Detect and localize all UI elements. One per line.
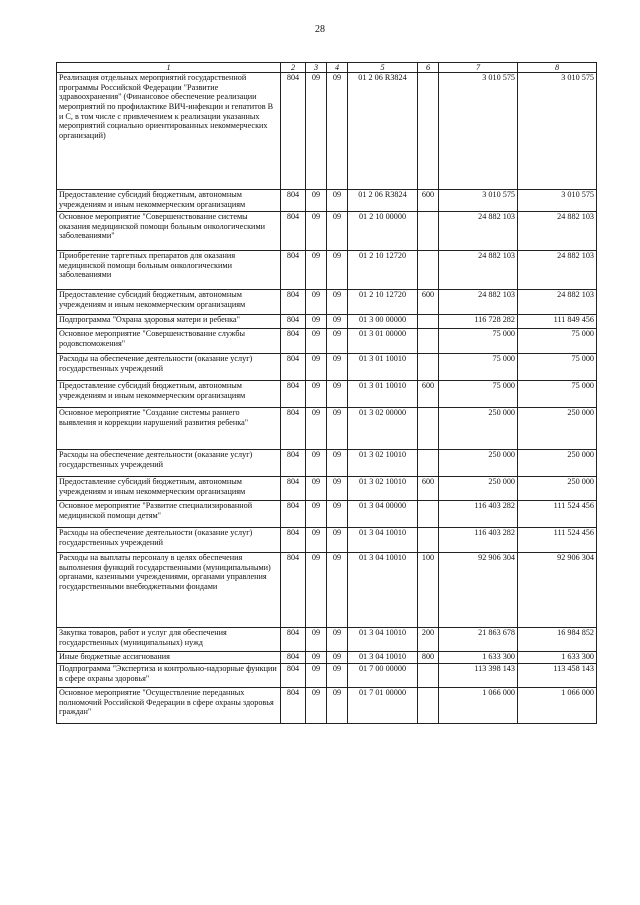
row-value-cell: 3 010 575	[439, 190, 518, 212]
row-value-cell: 09	[327, 408, 348, 450]
row-value-cell: 09	[306, 354, 327, 381]
row-value-cell: 24 882 103	[518, 290, 597, 315]
row-value-cell: 09	[327, 212, 348, 251]
row-name-cell: Расходы на обеспечение деятельности (оказание услуг) государственных учреждений	[57, 528, 281, 553]
row-value-cell: 113 398 143	[439, 664, 518, 688]
row-value-cell: 116 403 282	[439, 528, 518, 553]
row-value-cell: 24 882 103	[518, 251, 597, 290]
row-value-cell: 1 633 300	[439, 652, 518, 664]
row-value-cell: 01 3 02 10010	[348, 477, 418, 501]
row-value-cell: 09	[306, 329, 327, 354]
row-value-cell: 100	[418, 553, 439, 628]
row-value-cell: 09	[306, 290, 327, 315]
row-value-cell: 01 3 01 00000	[348, 329, 418, 354]
row-value-cell: 1 066 000	[439, 688, 518, 724]
row-value-cell: 75 000	[518, 381, 597, 408]
row-value-cell: 09	[327, 315, 348, 329]
row-value-cell: 600	[418, 290, 439, 315]
table-row	[57, 664, 597, 688]
row-value-cell: 01 2 06 R3824	[348, 190, 418, 212]
row-name-cell: Подпрограмма "Охрана здоровья матери и ребенка"	[57, 315, 281, 329]
row-value-cell: 75 000	[518, 354, 597, 381]
row-value-cell	[418, 688, 439, 724]
row-value-cell: 200	[418, 628, 439, 652]
row-value-cell: 600	[418, 190, 439, 212]
row-value-cell: 01 2 10 12720	[348, 251, 418, 290]
table-row	[57, 329, 597, 354]
row-value-cell: 09	[327, 251, 348, 290]
row-value-cell: 3 010 575	[518, 190, 597, 212]
table-row	[57, 354, 597, 381]
row-name-cell: Приобретение таргетных препаратов для оказания медицинской помощи больным онкологическими заболеваниями	[57, 251, 281, 290]
row-value-cell: 01 2 06 R3824	[348, 73, 418, 190]
row-value-cell: 09	[327, 477, 348, 501]
row-value-cell	[418, 450, 439, 477]
row-value-cell: 09	[306, 381, 327, 408]
row-value-cell: 3 010 575	[518, 73, 597, 190]
row-value-cell: 113 458 143	[518, 664, 597, 688]
row-value-cell: 75 000	[439, 354, 518, 381]
row-name-cell: Предоставление субсидий бюджетным, автономным учреждениям и иным некоммерческим организациям	[57, 290, 281, 315]
row-value-cell: 01 3 00 00000	[348, 315, 418, 329]
row-value-cell: 1 633 300	[518, 652, 597, 664]
row-value-cell: 804	[281, 628, 306, 652]
row-value-cell: 804	[281, 553, 306, 628]
column-header: 2	[281, 63, 306, 73]
table-row	[57, 73, 597, 190]
row-name-cell: Расходы на выплаты персоналу в целях обеспечения выполнения функций государственными (муниципальными) органами, казенными учреждениями, органами управления государственными внебюджетными фондами	[57, 553, 281, 628]
row-value-cell: 09	[306, 652, 327, 664]
row-name-cell: Основное мероприятие "Осуществление переданных полномочий Российской Федерации в сфере охраны здоровья граждан"	[57, 688, 281, 724]
row-value-cell: 804	[281, 251, 306, 290]
row-value-cell	[418, 73, 439, 190]
row-value-cell: 01 7 01 00000	[348, 688, 418, 724]
row-value-cell: 804	[281, 354, 306, 381]
row-value-cell: 804	[281, 190, 306, 212]
table-row	[57, 190, 597, 212]
row-name-cell: Основное мероприятие "Совершенствование системы оказания медицинской помощи больным онкологическими заболеваниями"	[57, 212, 281, 251]
row-value-cell: 250 000	[439, 477, 518, 501]
row-value-cell: 09	[327, 501, 348, 528]
table-row	[57, 290, 597, 315]
row-value-cell: 804	[281, 477, 306, 501]
row-value-cell: 75 000	[518, 329, 597, 354]
row-value-cell: 09	[306, 688, 327, 724]
header-row	[57, 63, 597, 73]
row-value-cell: 01 3 02 10010	[348, 450, 418, 477]
row-name-cell: Предоставление субсидий бюджетным, автономным учреждениям и иным некоммерческим организациям	[57, 477, 281, 501]
row-name-cell: Основное мероприятие "Создание системы раннего выявления и коррекции нарушений развития ребенка"	[57, 408, 281, 450]
row-value-cell: 09	[327, 290, 348, 315]
row-value-cell: 09	[327, 450, 348, 477]
row-name-cell: Реализация отдельных мероприятий государственной программы Российской Федерации "Развитие здравоохранения" (Финансовое обеспечение реализации мероприятий по профилактике ВИЧ-инфекции и гепатитов В и С, в том числе с привлечением к реализации указанных мероприятий социально ориентированных некоммерческих организаций)	[57, 73, 281, 190]
row-name-cell: Иные бюджетные ассигнования	[57, 652, 281, 664]
row-name-cell: Подпрограмма "Экспертиза и контрольно-надзорные функции в сфере охраны здоровья"	[57, 664, 281, 688]
row-value-cell: 804	[281, 408, 306, 450]
row-name-cell: Предоставление субсидий бюджетным, автономным учреждениям и иным некоммерческим организациям	[57, 381, 281, 408]
row-value-cell: 09	[327, 329, 348, 354]
row-value-cell: 01 3 01 10010	[348, 381, 418, 408]
row-value-cell: 09	[306, 553, 327, 628]
row-value-cell: 01 2 10 00000	[348, 212, 418, 251]
row-value-cell: 09	[306, 528, 327, 553]
row-value-cell: 16 984 852	[518, 628, 597, 652]
row-value-cell: 09	[327, 553, 348, 628]
row-value-cell: 600	[418, 477, 439, 501]
row-value-cell: 250 000	[439, 450, 518, 477]
table-row	[57, 528, 597, 553]
row-value-cell: 09	[327, 73, 348, 190]
row-value-cell: 01 3 04 10010	[348, 528, 418, 553]
row-value-cell: 116 403 282	[439, 501, 518, 528]
row-value-cell: 24 882 103	[439, 212, 518, 251]
row-value-cell: 24 882 103	[439, 251, 518, 290]
row-value-cell	[418, 501, 439, 528]
table-row	[57, 315, 597, 329]
row-name-cell: Основное мероприятие "Развитие специализированной медицинской помощи детям"	[57, 501, 281, 528]
row-name-cell: Закупка товаров, работ и услуг для обеспечения государственных (муниципальных) нужд	[57, 628, 281, 652]
table-row	[57, 501, 597, 528]
table-row	[57, 251, 597, 290]
row-value-cell: 09	[306, 251, 327, 290]
column-header: 3	[306, 63, 327, 73]
row-value-cell: 24 882 103	[439, 290, 518, 315]
row-value-cell: 01 3 01 10010	[348, 354, 418, 381]
row-value-cell: 250 000	[439, 408, 518, 450]
row-value-cell: 250 000	[518, 408, 597, 450]
column-header: 4	[327, 63, 348, 73]
row-name-cell: Основное мероприятие "Совершенствование службы родовспоможения"	[57, 329, 281, 354]
table-row	[57, 628, 597, 652]
row-value-cell: 804	[281, 528, 306, 553]
row-value-cell: 09	[306, 477, 327, 501]
row-value-cell: 3 010 575	[439, 73, 518, 190]
row-value-cell	[418, 212, 439, 251]
column-header: 6	[418, 63, 439, 73]
row-value-cell: 250 000	[518, 450, 597, 477]
row-value-cell: 09	[306, 408, 327, 450]
row-name-cell: Расходы на обеспечение деятельности (оказание услуг) государственных учреждений	[57, 450, 281, 477]
row-value-cell: 01 3 04 10010	[348, 628, 418, 652]
row-value-cell: 09	[327, 628, 348, 652]
row-value-cell: 600	[418, 381, 439, 408]
row-value-cell: 09	[306, 501, 327, 528]
table-row	[57, 408, 597, 450]
row-value-cell: 01 7 00 00000	[348, 664, 418, 688]
row-value-cell	[418, 664, 439, 688]
table-row	[57, 212, 597, 251]
row-value-cell	[418, 408, 439, 450]
row-value-cell: 116 728 282	[439, 315, 518, 329]
row-value-cell: 111 849 456	[518, 315, 597, 329]
row-value-cell: 01 2 10 12720	[348, 290, 418, 315]
column-header: 8	[518, 63, 597, 73]
row-value-cell: 804	[281, 73, 306, 190]
row-value-cell	[418, 329, 439, 354]
row-value-cell: 09	[306, 628, 327, 652]
row-value-cell: 09	[327, 528, 348, 553]
row-value-cell: 09	[327, 354, 348, 381]
row-value-cell: 09	[327, 190, 348, 212]
row-value-cell: 09	[306, 315, 327, 329]
row-value-cell: 92 906 304	[439, 553, 518, 628]
row-value-cell	[418, 251, 439, 290]
column-header: 1	[57, 63, 281, 73]
row-value-cell: 09	[306, 450, 327, 477]
row-value-cell: 804	[281, 450, 306, 477]
row-name-cell: Предоставление субсидий бюджетным, автономным учреждениям и иным некоммерческим организациям	[57, 190, 281, 212]
row-value-cell: 111 524 456	[518, 528, 597, 553]
row-value-cell: 800	[418, 652, 439, 664]
page-number: 28	[315, 24, 325, 35]
row-value-cell: 75 000	[439, 381, 518, 408]
column-header: 7	[439, 63, 518, 73]
row-value-cell: 09	[327, 381, 348, 408]
column-header: 5	[348, 63, 418, 73]
table-body	[57, 73, 597, 724]
table-row	[57, 652, 597, 664]
table-row	[57, 688, 597, 724]
row-value-cell: 111 524 456	[518, 501, 597, 528]
row-value-cell: 804	[281, 652, 306, 664]
row-value-cell: 92 906 304	[518, 553, 597, 628]
row-value-cell: 21 863 678	[439, 628, 518, 652]
row-value-cell: 24 882 103	[518, 212, 597, 251]
row-value-cell: 804	[281, 212, 306, 251]
row-value-cell: 804	[281, 329, 306, 354]
table-row	[57, 381, 597, 408]
row-value-cell: 804	[281, 381, 306, 408]
row-value-cell: 804	[281, 315, 306, 329]
row-value-cell: 250 000	[518, 477, 597, 501]
table-row	[57, 450, 597, 477]
row-value-cell: 804	[281, 290, 306, 315]
table-row	[57, 553, 597, 628]
row-value-cell: 09	[306, 664, 327, 688]
row-value-cell: 804	[281, 664, 306, 688]
row-value-cell: 09	[327, 688, 348, 724]
row-value-cell: 804	[281, 501, 306, 528]
row-value-cell: 75 000	[439, 329, 518, 354]
row-value-cell: 01 3 04 10010	[348, 553, 418, 628]
row-value-cell: 09	[306, 212, 327, 251]
row-value-cell	[418, 315, 439, 329]
row-value-cell: 09	[327, 664, 348, 688]
row-value-cell: 09	[327, 652, 348, 664]
table-row	[57, 477, 597, 501]
row-name-cell: Расходы на обеспечение деятельности (оказание услуг) государственных учреждений	[57, 354, 281, 381]
row-value-cell	[418, 528, 439, 553]
row-value-cell: 01 3 04 00000	[348, 501, 418, 528]
row-value-cell	[418, 354, 439, 381]
row-value-cell: 01 3 02 00000	[348, 408, 418, 450]
row-value-cell: 804	[281, 688, 306, 724]
row-value-cell: 01 3 04 10010	[348, 652, 418, 664]
row-value-cell: 09	[306, 190, 327, 212]
budget-table	[56, 62, 597, 724]
row-value-cell: 1 066 000	[518, 688, 597, 724]
row-value-cell: 09	[306, 73, 327, 190]
